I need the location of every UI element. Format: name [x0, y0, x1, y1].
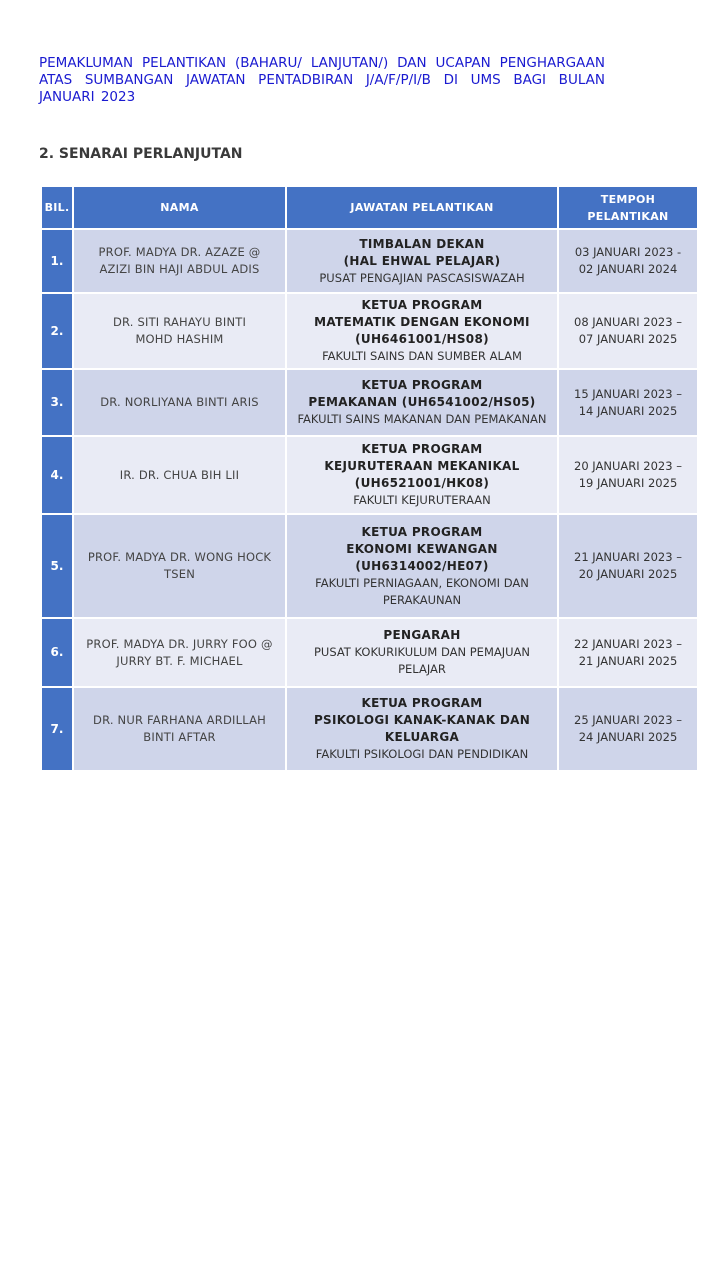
jawatan-title-line: TIMBALAN DEKAN	[359, 236, 485, 251]
nama-line: TSEN	[164, 567, 195, 581]
faculty-line: PUSAT KOKURIKULUM DAN PEMAJUAN	[313, 645, 531, 659]
nama-line: JURRY BT. F. MICHAEL	[116, 653, 243, 668]
row-number: 4.	[41, 436, 73, 514]
nama-line: PROF. MADYA DR. JURRY FOO @	[86, 636, 273, 651]
jawatan-title-line: KELUARGA	[384, 730, 460, 744]
nama-line: DR. NUR FARHANA ARDILLAH	[93, 713, 266, 727]
document-heading: PEMAKLUMAN PELANTIKAN (BAHARU/ LANJUTAN/) DAN UCAPAN PENGHARGAAN ATAS SUMBANGAN JAWATAN PENTADBIRAN J/A/F/P/I/B DI UMS BAGI BULAN JANUARI 2023	[39, 55, 605, 105]
cell-jawatan	[286, 369, 558, 436]
cell-tempoh	[558, 514, 698, 618]
cell-tempoh	[558, 369, 698, 436]
cell-jawatan	[286, 293, 558, 369]
header-nama: NAMA	[73, 186, 286, 229]
jawatan-title-line: EKONOMI KEWANGAN	[346, 541, 498, 556]
jawatan-title-line: PENGARAH	[383, 628, 461, 642]
table-row	[41, 687, 698, 771]
cell-tempoh	[558, 229, 698, 293]
tempoh-line: 19 JANUARI 2025	[578, 476, 678, 490]
tempoh-line: 14 JANUARI 2025	[578, 403, 678, 418]
cell-nama	[73, 618, 286, 687]
cell-nama	[73, 229, 286, 293]
cell-tempoh	[558, 293, 698, 369]
nama-line: PROF. MADYA DR. WONG HOCK	[87, 550, 272, 564]
faculty-line: PELAJAR	[398, 662, 446, 676]
jawatan-title-line: (UH6521001/HK08)	[354, 476, 490, 490]
row-number: 5.	[41, 514, 73, 618]
nama-line: PROF. MADYA DR. AZAZE @	[98, 245, 261, 259]
cell-jawatan	[286, 436, 558, 514]
cell-nama	[73, 369, 286, 436]
row-number: 6.	[41, 618, 73, 687]
cell-tempoh	[558, 618, 698, 687]
table-row	[41, 436, 698, 514]
header-tempoh	[558, 186, 698, 229]
cell-jawatan	[286, 229, 558, 293]
faculty-line: FAKULTI PERNIAGAAN, EKONOMI DAN	[315, 575, 529, 590]
row-number: 2.	[41, 293, 73, 369]
jawatan-title-line: PSIKOLOGI KANAK-KANAK DAN	[313, 713, 531, 727]
cell-nama	[73, 436, 286, 514]
tempoh-line: 20 JANUARI 2023 –	[574, 459, 682, 473]
header-bil: BIL.	[41, 186, 73, 229]
jawatan-title-line: KEJURUTERAAN MEKANIKAL	[324, 459, 520, 473]
faculty-line: FAKULTI SAINS MAKANAN DAN PEMAKANAN	[297, 412, 547, 426]
faculty-line: PERAKAUNAN	[382, 592, 462, 607]
tempoh-line: 24 JANUARI 2025	[578, 730, 678, 744]
nama-line: IR. DR. CHUA BIH LII	[119, 467, 240, 482]
jawatan-title-line: (HAL EHWAL PELAJAR)	[343, 253, 501, 268]
table-row	[41, 293, 698, 369]
cell-tempoh	[558, 436, 698, 514]
header-tempoh-line2: PELANTIKAN	[587, 209, 669, 223]
jawatan-title-line: (UH6314002/HE07)	[355, 558, 489, 573]
header-tempoh-line1: TEMPOH	[600, 192, 656, 206]
row-number: 3.	[41, 369, 73, 436]
appointment-table	[40, 185, 699, 772]
table-row	[41, 229, 698, 293]
faculty-line: PUSAT PENGAJIAN PASCASISWAZAH	[319, 270, 525, 285]
jawatan-title-line: KETUA PROGRAM	[361, 524, 483, 539]
nama-line: DR. NORLIYANA BINTI ARIS	[100, 395, 259, 409]
cell-nama	[73, 293, 286, 369]
table-row	[41, 618, 698, 687]
faculty-line: FAKULTI SAINS DAN SUMBER ALAM	[322, 349, 522, 363]
cell-jawatan	[286, 514, 558, 618]
cell-jawatan	[286, 687, 558, 771]
faculty-line: FAKULTI KEJURUTERAAN	[353, 493, 491, 507]
jawatan-title-line: KETUA PROGRAM	[361, 298, 483, 312]
tempoh-line: 20 JANUARI 2025	[578, 567, 678, 581]
tempoh-line: 25 JANUARI 2023 –	[574, 713, 682, 727]
table-row	[41, 369, 698, 436]
jawatan-title-line: KETUA PROGRAM	[361, 696, 483, 710]
nama-line: MOHD HASHIM	[135, 332, 224, 346]
jawatan-title-line: KETUA PROGRAM	[361, 442, 483, 456]
faculty-line: FAKULTI PSIKOLOGI DAN PENDIDIKAN	[315, 747, 529, 761]
tempoh-line: 08 JANUARI 2023 –	[574, 315, 682, 329]
table-header-row	[41, 186, 698, 229]
tempoh-line: 21 JANUARI 2023 –	[574, 550, 682, 564]
row-number: 1.	[41, 229, 73, 293]
jawatan-title-line: (UH6461001/HS08)	[355, 332, 489, 346]
cell-tempoh	[558, 687, 698, 771]
tempoh-line: 02 JANUARI 2024	[578, 262, 678, 276]
tempoh-line: 07 JANUARI 2025	[578, 332, 678, 346]
tempoh-line: 15 JANUARI 2023 –	[574, 386, 682, 401]
tempoh-line: 03 JANUARI 2023 -	[574, 245, 682, 259]
cell-nama	[73, 687, 286, 771]
jawatan-title-line: PEMAKANAN (UH6541002/HS05)	[308, 395, 536, 409]
nama-line: DR. SITI RAHAYU BINTI	[112, 315, 247, 329]
header-jawatan: JAWATAN PELANTIKAN	[286, 186, 558, 229]
section-title: 2. SENARAI PERLANJUTAN	[39, 146, 243, 162]
nama-line: AZIZI BIN HAJI ABDUL ADIS	[99, 262, 260, 276]
nama-line: BINTI AFTAR	[143, 730, 216, 744]
cell-nama	[73, 514, 286, 618]
cell-jawatan	[286, 618, 558, 687]
row-number: 7.	[41, 687, 73, 771]
jawatan-title-line: KETUA PROGRAM	[361, 378, 483, 392]
jawatan-title-line: MATEMATIK DENGAN EKONOMI	[314, 315, 530, 329]
tempoh-line: 22 JANUARI 2023 –	[574, 636, 682, 651]
tempoh-line: 21 JANUARI 2025	[578, 653, 678, 668]
table-row	[41, 514, 698, 618]
